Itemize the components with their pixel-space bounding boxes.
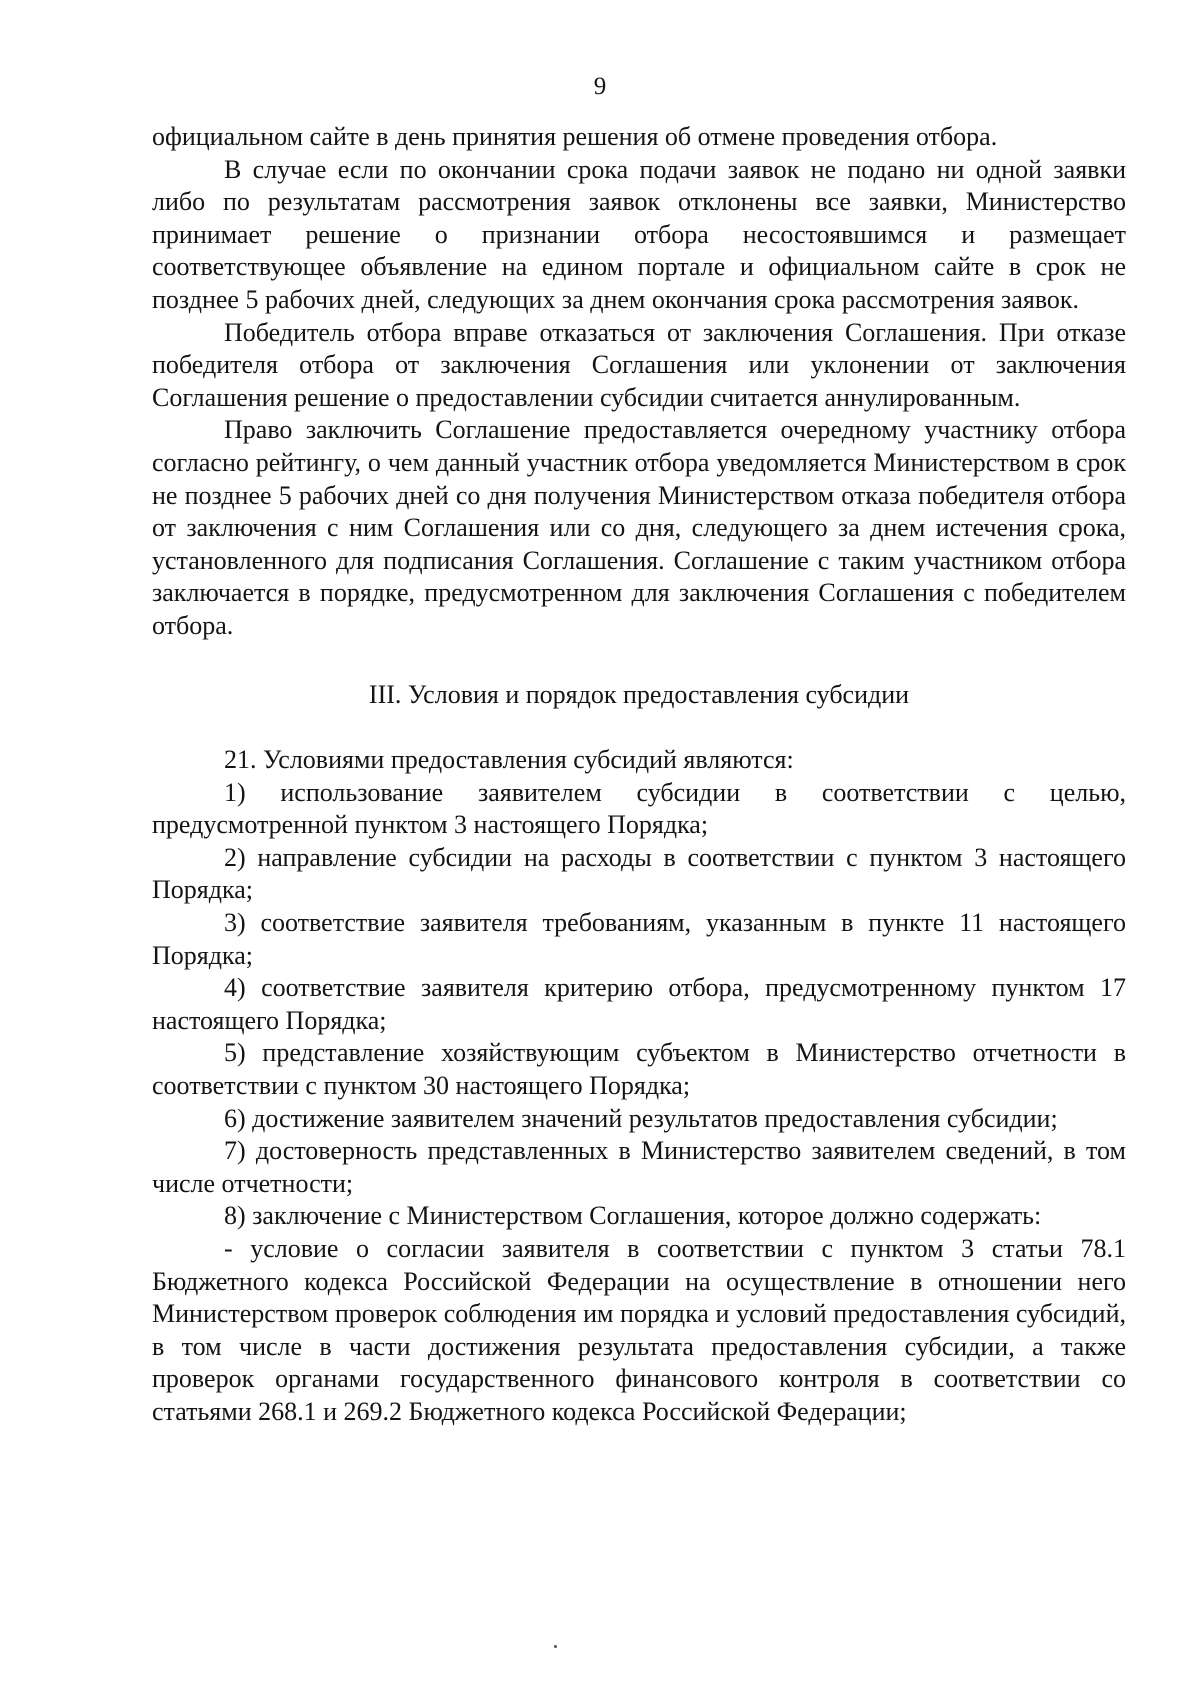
condition-item-1: 1) использование заявителем субсидии в соответствии с целью, предусмотренной пунктом 3 настоящего Порядка;: [152, 777, 1126, 840]
condition-item-2: 2) направление субсидии на расходы в соответствии с пунктом 3 настоящего Порядка;: [152, 842, 1126, 905]
paragraph-failed-selection: В случае если по окончании срока подачи заявок не подано ни одной заявки либо по результатам рассмотрения заявок отклонены все заявки, Министерство принимает решение о признании отбора несостоявшимся и размещает соответствующее объявление на едином портале и официальном сайте в срок не позднее 5 рабочих дней, следующих за днем окончания срока рассмотрения заявок.: [152, 154, 1126, 314]
condition-subitem-consent: - условие о согласии заявителя в соответствии с пунктом 3 статьи 78.1 Бюджетного кодекса Российской Федерации на осуществление в отношении него Министерством проверок соблюдения им порядка и условий предоставления субсидий, в том числе в части достижения результата предоставления субсидии, а также проверок органами государственного финансового контроля в соответствии со статьями 268.1 и 269.2 Бюджетного кодекса Российской Федерации;: [152, 1234, 1126, 1426]
condition-item-8: 8) заключение с Министерством Соглашения, которое должно содержать:: [224, 1201, 1042, 1231]
condition-item-4: 4) соответствие заявителя критерию отбора, предусмотренному пунктом 17 настоящего Порядка;: [152, 973, 1126, 1035]
paragraph-continuation: официальном сайте в день принятия решения об отмене проведения отбора.: [152, 122, 998, 151]
document-body: [152, 121, 1126, 1429]
condition-item-5: 5) представление хозяйствующим субъектом в Министерство отчетности в соответствии с пунктом 30 настоящего Порядка;: [152, 1038, 1126, 1101]
page-number: 9: [593, 73, 607, 100]
condition-item-7: 7) достоверность представленных в Министерство заявителем сведений, в том числе отчетности;: [152, 1136, 1126, 1198]
clause-21: 21. Условиями предоставления субсидий являются:: [224, 745, 794, 775]
section-heading: III. Условия и порядок предоставления субсидии: [368, 679, 910, 709]
condition-item-3: 3) соответствие заявителя требованиям, указанным в пункте 11 настоящего Порядка;: [152, 908, 1126, 970]
scan-artifact-dot: [554, 1645, 557, 1648]
paragraph-winner-refusal: Победитель отбора вправе отказаться от заключения Соглашения. При отказе победителя отбора от заключения Соглашения или уклонении от заключения Соглашения решение о предоставлении субсидии считается аннулированным.: [152, 317, 1126, 412]
paragraph-next-participant: Право заключить Соглашение предоставляется очередному участнику отбора согласно рейтингу, о чем данный участник отбора уведомляется Министерством в срок не позднее 5 рабочих дней со дня получения Министерством отказа победителя отбора от заключения с ним Соглашения или со дня, следующего за днем истечения срока, установленного для подписания Соглашения. Соглашение с таким участником отбора заключается в порядке, предусмотренном для заключения Соглашения с победителем отбора.: [152, 415, 1126, 640]
condition-item-6: 6) достижение заявителем значений результатов предоставления субсидии;: [224, 1103, 1058, 1133]
